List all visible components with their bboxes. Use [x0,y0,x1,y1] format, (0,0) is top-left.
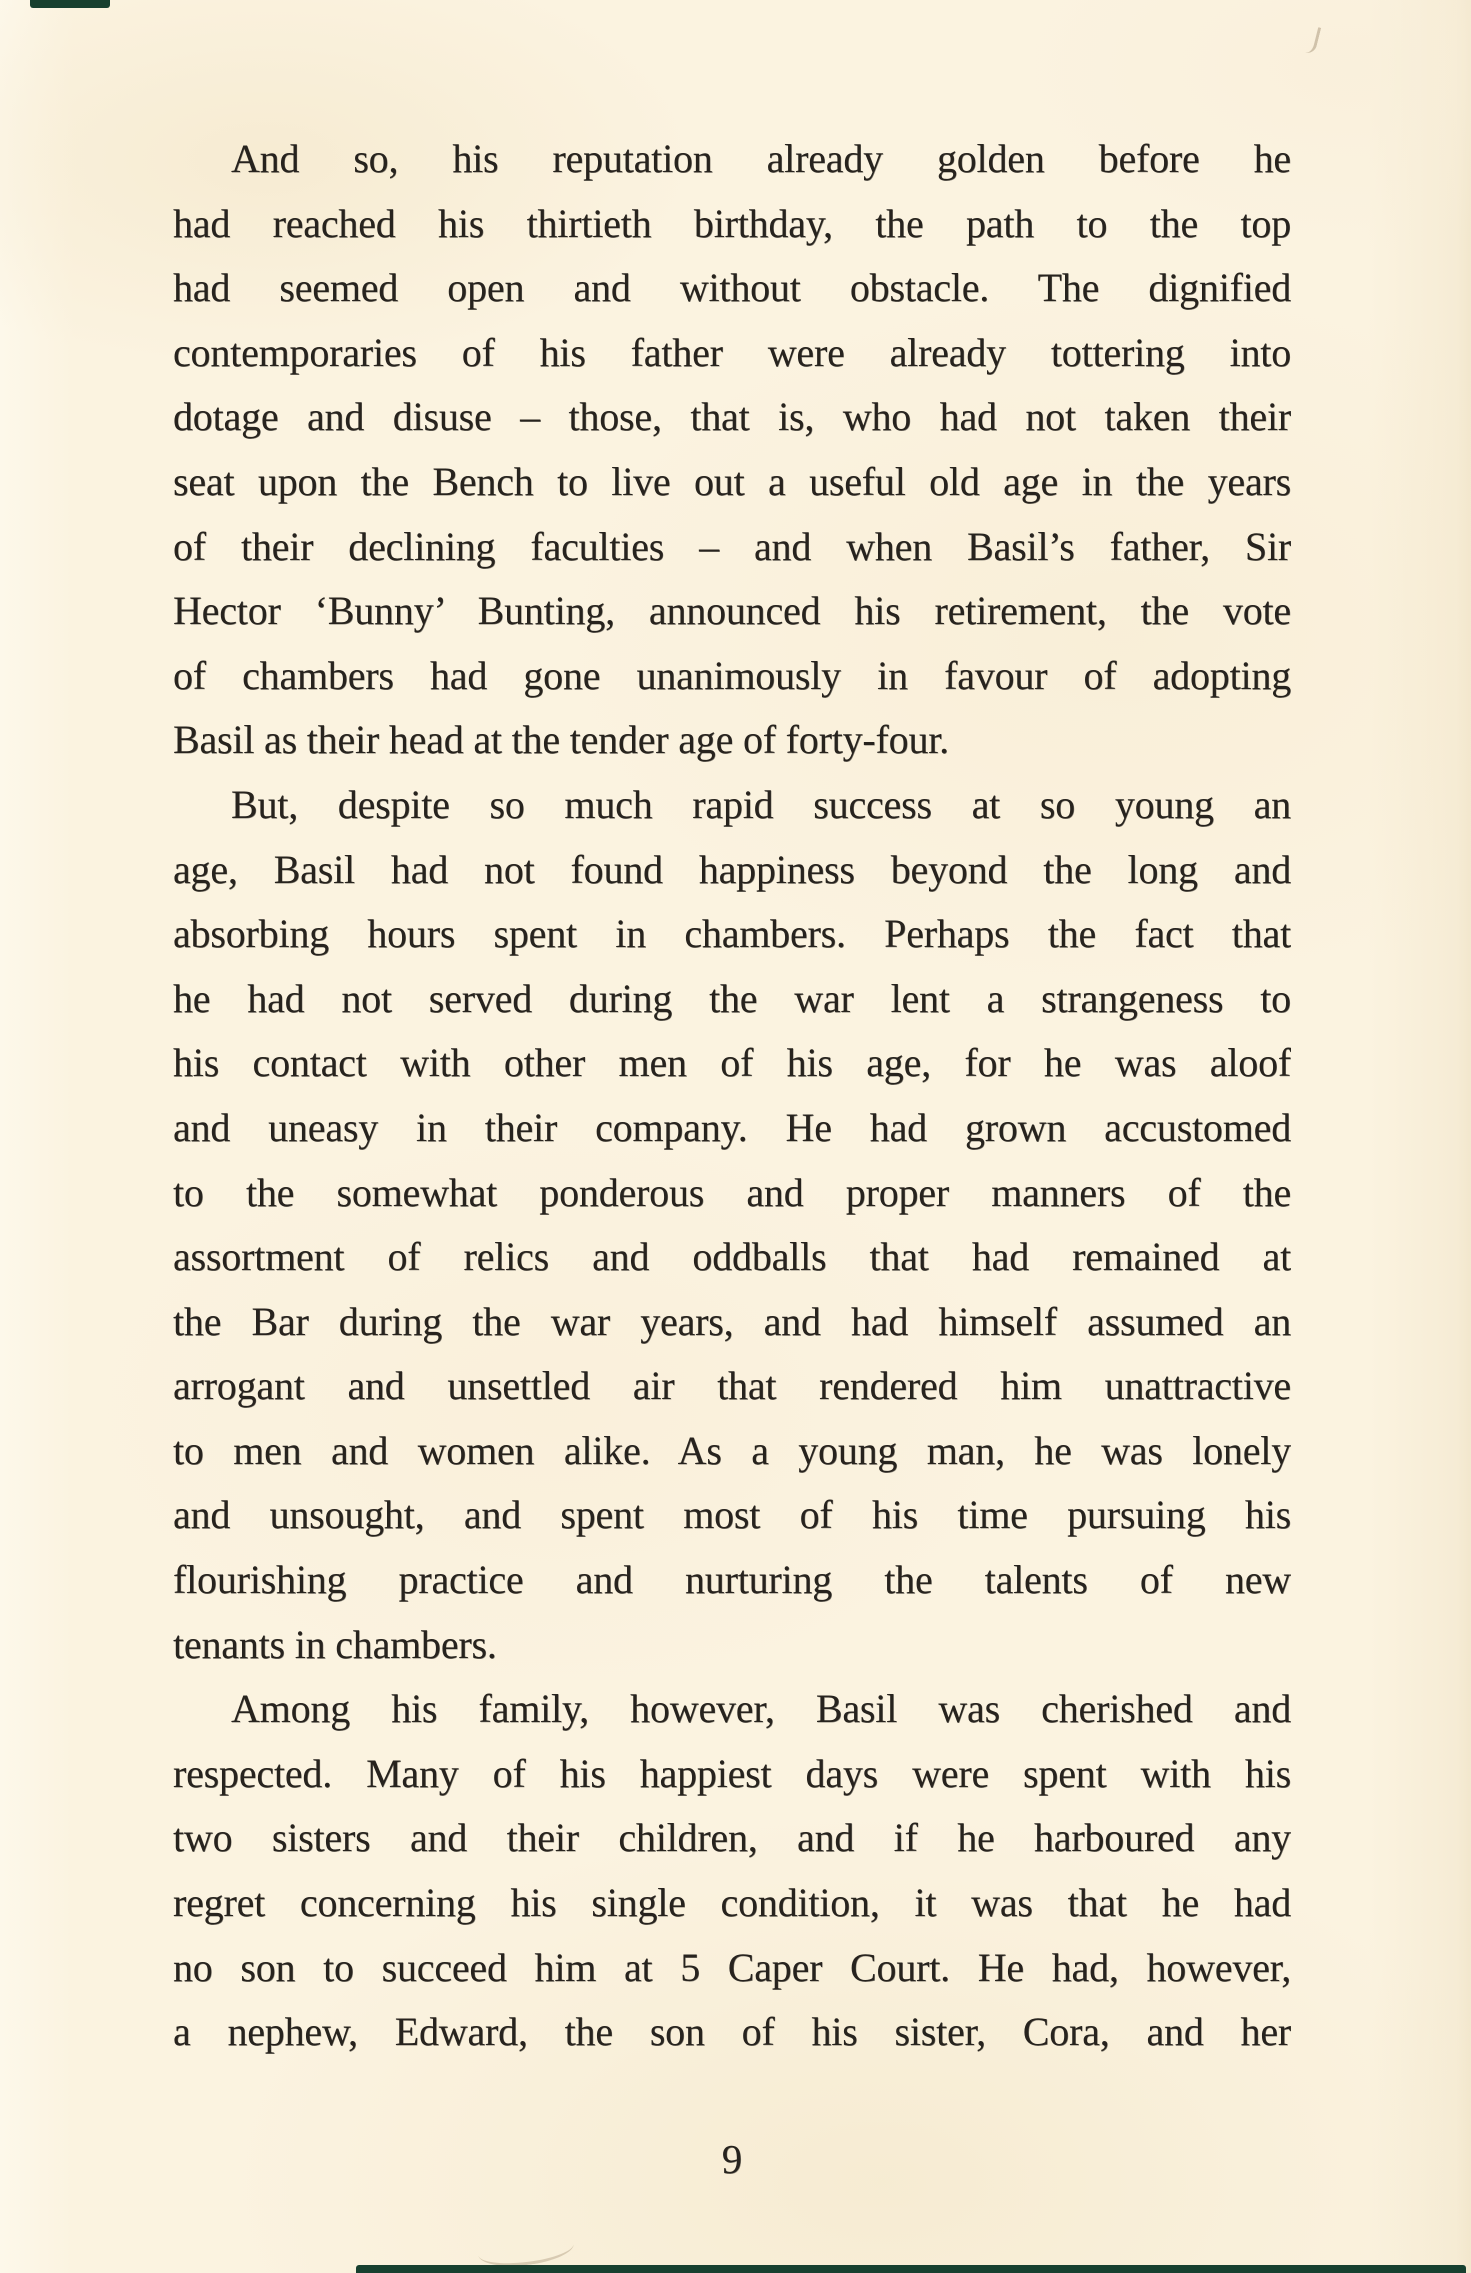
text-line: Basil as their head at the tender age of forty-four. [173,717,949,763]
text-line: absorbing hours spent in chambers. Perhaps the fact that [173,911,1291,957]
text-line: respected. Many of his happiest days were spent with his [173,1750,1291,1796]
text-line: Hector ‘Bunny’ Bunting, announced his retirement, the vote [173,588,1291,634]
text-line: But, despite so much rapid success at so young an [231,781,1291,827]
text-line: arrogant and unsettled air that rendered him unattractive [173,1363,1291,1409]
text-line: to the somewhat ponderous and proper manners of the [173,1169,1291,1215]
text-line: of their declining faculties – and when Basil’s father, Sir [173,523,1291,569]
text-line: regret concerning his single condition, it was that he had [173,1880,1291,1926]
text-line: contemporaries of his father were already tottering into [173,329,1291,375]
text-line: tenants in chambers. [173,1621,497,1667]
body-text [173,127,1291,2065]
scan-edge-artifact-top [30,0,110,8]
text-line: And so, his reputation already golden before he [231,136,1291,181]
text-line: his contact with other men of his age, for he was aloof [173,1040,1291,1086]
text-line: flourishing practice and nurturing the talents of new [173,1557,1291,1603]
text-line: dotage and disuse – those, that is, who had not taken their [173,394,1291,440]
scan-edge-artifact-bottom [356,2265,1466,2273]
text-line: assortment of relics and oddballs that had remained at [173,1234,1291,1280]
text-line: Among his family, however, Basil was cherished and [231,1686,1291,1732]
text-line: a nephew, Edward, the son of his sister, Cora, and her [173,2009,1291,2055]
page-number: 9 [721,2136,743,2182]
text-line: to men and women alike. As a young man, he was lonely [173,1427,1291,1473]
text-line: the Bar during the war years, and had himself assumed an [173,1298,1291,1344]
text-line: and unsought, and spent most of his time pursuing his [173,1492,1291,1538]
text-line: no son to succeed him at 5 Caper Court. He had, however, [173,1944,1291,1990]
text-line: had reached his thirtieth birthday, the path to the top [173,200,1291,246]
text-line: two sisters and their children, and if he harboured any [173,1815,1291,1861]
text-line: of chambers had gone unanimously in favour of adopting [173,652,1291,698]
text-line: age, Basil had not found happiness beyond the long and [173,846,1291,892]
text-line: he had not served during the war lent a strangeness to [173,975,1291,1021]
text-line: had seemed open and without obstacle. The dignified [173,265,1291,311]
text-line: seat upon the Bench to live out a useful old age in the years [173,458,1291,504]
text-line: and uneasy in their company. He had grown accustomed [173,1104,1291,1150]
paper-crease-mark [1303,25,1321,55]
